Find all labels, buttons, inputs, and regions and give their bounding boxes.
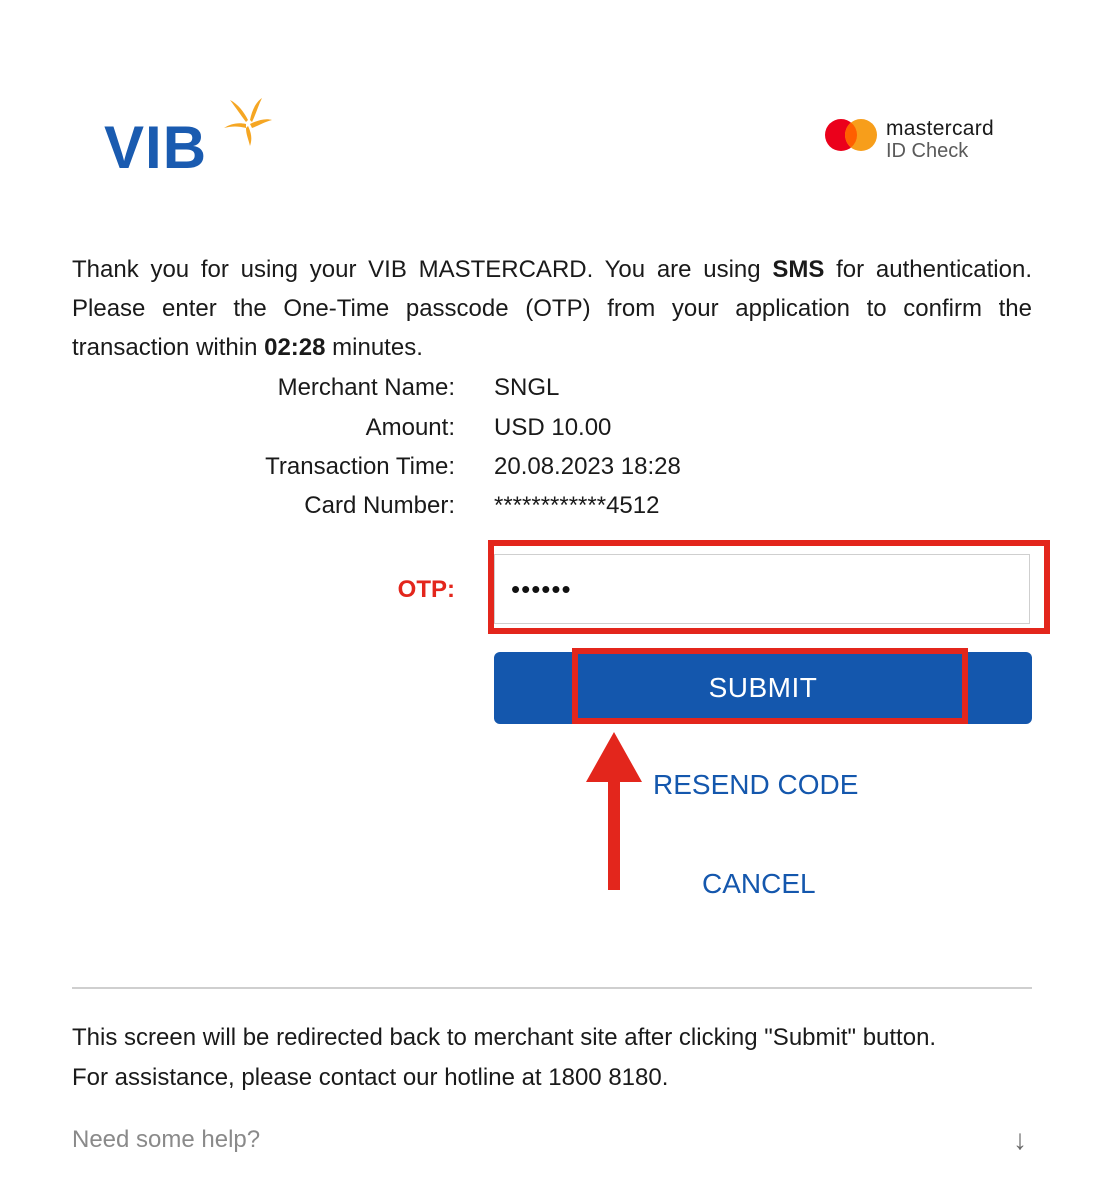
id-check-text: ID Check xyxy=(886,140,969,162)
detail-row-amount xyxy=(72,408,1032,448)
resend-code-link[interactable]: RESEND CODE xyxy=(653,769,859,800)
help-link[interactable]: Need some help? xyxy=(72,1126,261,1153)
merchant-name-label: Merchant Name: xyxy=(277,374,455,401)
footer-redirect-text: This screen will be redirected back to merchant site after clicking "Submit" button. xyxy=(72,1024,937,1051)
otp-input[interactable] xyxy=(494,554,1030,624)
intro-text-1: Thank you for using your VIB MASTERCARD. You are using xyxy=(72,256,773,283)
card-number-label: Card Number: xyxy=(304,492,455,519)
transaction-time-label: Transaction Time: xyxy=(265,453,455,480)
vib-logo xyxy=(104,96,274,184)
arrow-up-icon xyxy=(584,730,644,892)
mastercard-wordmark: mastercard xyxy=(886,117,995,140)
divider xyxy=(72,987,1032,989)
transaction-time-value: 20.08.2023 18:28 xyxy=(494,453,681,480)
detail-row-time xyxy=(72,447,1032,487)
card-number-value: ************4512 xyxy=(494,492,660,519)
detail-row-merchant xyxy=(72,368,1032,408)
vib-logo-text: VIB xyxy=(104,114,208,181)
cancel-link[interactable]: CANCEL xyxy=(702,868,816,899)
otp-label: OTP: xyxy=(397,576,455,603)
amount-label: Amount: xyxy=(365,414,455,441)
intro-message xyxy=(72,250,1032,367)
intro-text-2: for authentication. Please enter the One-Time passcode (OTP) from your application to confirm the transaction within xyxy=(72,256,1032,361)
arrow-down-icon[interactable]: ↓ xyxy=(1013,1124,1027,1155)
countdown-timer: 02:28 xyxy=(264,334,326,361)
amount-value: USD 10.00 xyxy=(494,414,612,441)
auth-method: SMS xyxy=(772,256,825,283)
detail-row-card xyxy=(72,486,1032,526)
mastercard-id-check-logo xyxy=(824,116,1014,168)
footer-hotline-text: For assistance, please contact our hotline at 1800 8180. xyxy=(72,1064,669,1091)
mastercard-circles-icon xyxy=(824,118,878,152)
merchant-name-value: SNGL xyxy=(494,374,560,401)
submit-button[interactable]: SUBMIT xyxy=(494,652,1032,724)
footer-note xyxy=(72,1018,1042,1098)
vib-star-icon xyxy=(222,96,274,148)
intro-text-3: minutes. xyxy=(325,334,423,361)
